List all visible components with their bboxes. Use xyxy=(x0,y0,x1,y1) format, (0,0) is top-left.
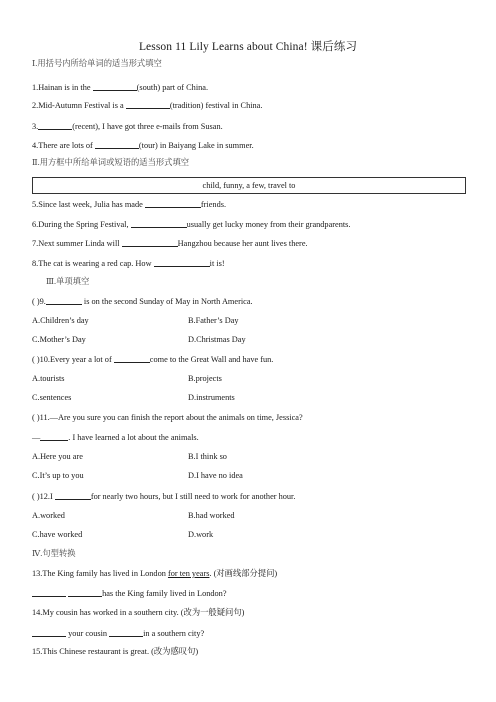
word-box: child, funny, a few, travel to xyxy=(32,177,466,194)
question-1: 1.Hainan is in the (south) part of China. xyxy=(32,83,209,92)
option-9a[interactable]: A.Children’s day xyxy=(32,316,89,325)
section-1-heading: Ⅰ.用括号内所给单词的适当形式填空 xyxy=(32,59,162,68)
option-10a[interactable]: A.tourists xyxy=(32,374,65,383)
option-11c[interactable]: C.It’s up to you xyxy=(32,471,84,480)
question-14-answer: your cousin in a southern city? xyxy=(32,628,204,639)
section-3-heading: Ⅲ.单项填空 xyxy=(46,277,90,286)
option-12b[interactable]: B.had worked xyxy=(188,511,235,520)
answer-blank[interactable] xyxy=(55,491,91,500)
underlined-phrase: for ten years xyxy=(167,569,210,578)
question-13-answer: has the King family lived in London? xyxy=(32,588,227,599)
answer-blank[interactable] xyxy=(109,628,143,637)
option-9b[interactable]: B.Father’s Day xyxy=(188,316,239,325)
question-5: 5.Since last week, Julia has made friends. xyxy=(32,200,227,209)
option-10b[interactable]: B.projects xyxy=(188,374,222,383)
section-2-heading: Ⅱ.用方框中所给单词或短语的适当形式填空 xyxy=(32,158,190,167)
answer-blank[interactable] xyxy=(68,588,102,597)
answer-blank[interactable] xyxy=(46,296,82,305)
answer-blank[interactable] xyxy=(154,258,210,267)
answer-blank[interactable] xyxy=(95,140,139,149)
question-13: 13.The King family has lived in London for ten years. (对画线部分提问) xyxy=(32,569,278,578)
question-3: 3. (recent), I have got three e-mails from Susan. xyxy=(32,122,223,131)
question-8: 8.The cat is wearing a red cap. How it is! xyxy=(32,259,225,268)
question-11: ( )11.—Are you sure you can finish the report about the animals on time, Jessica? xyxy=(32,413,303,422)
question-9: ( )9. is on the second Sunday of May in North America. xyxy=(32,297,253,306)
answer-blank[interactable] xyxy=(114,354,150,363)
answer-blank[interactable] xyxy=(126,100,170,109)
answer-blank[interactable] xyxy=(38,121,72,130)
question-12: ( )12.I for nearly two hours, but I still need to work for another hour. xyxy=(32,492,296,501)
answer-blank[interactable] xyxy=(93,82,137,91)
question-6: 6.During the Spring Festival, usually get lucky money from their grandparents. xyxy=(32,220,351,229)
question-15: 15.This Chinese restaurant is great. (改为感叹句) xyxy=(32,647,199,656)
option-12c[interactable]: C.have worked xyxy=(32,530,83,539)
answer-blank[interactable] xyxy=(40,432,68,441)
answer-blank[interactable] xyxy=(32,628,66,637)
option-12d[interactable]: D.work xyxy=(188,530,214,539)
option-11a[interactable]: A.Here you are xyxy=(32,452,83,461)
answer-blank[interactable] xyxy=(122,238,178,247)
option-9c[interactable]: C.Mother’s Day xyxy=(32,335,86,344)
option-11d[interactable]: D.I have no idea xyxy=(188,471,243,480)
option-10c[interactable]: C.sentences xyxy=(32,393,72,402)
option-11b[interactable]: B.I think so xyxy=(188,452,227,461)
question-4: 4.There are lots of (tour) in Baiyang Lake in summer. xyxy=(32,141,254,150)
option-12a[interactable]: A.worked xyxy=(32,511,65,520)
question-2: 2.Mid-Autumn Festival is a (tradition) festival in China. xyxy=(32,101,263,110)
option-10d[interactable]: D.instruments xyxy=(188,393,235,402)
question-11-line-2: — . I have learned a lot about the animals. xyxy=(32,433,199,442)
option-9d[interactable]: D.Christmas Day xyxy=(188,335,246,344)
question-7: 7.Next summer Linda will Hangzhou because her aunt lives there. xyxy=(32,239,308,248)
question-14: 14.My cousin has worked in a southern city. (改为一般疑问句) xyxy=(32,608,245,617)
section-4-heading: Ⅳ.句型转换 xyxy=(32,549,76,558)
answer-blank[interactable] xyxy=(145,199,201,208)
answer-blank[interactable] xyxy=(131,219,187,228)
answer-blank[interactable] xyxy=(32,588,66,597)
question-10: ( )10.Every year a lot of come to the Great Wall and have fun. xyxy=(32,355,274,364)
page-title: Lesson 11 Lily Learns about China! 课后练习 xyxy=(138,41,358,53)
